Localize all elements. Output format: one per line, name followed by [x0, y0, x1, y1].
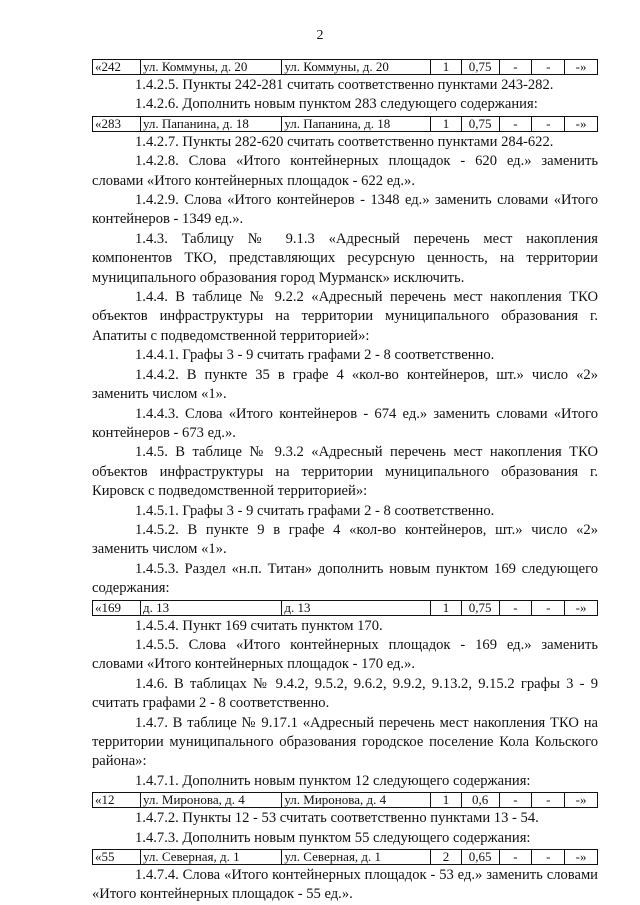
table-cell: -: [532, 116, 565, 131]
paragraph: 1.4.5.1. Графы 3 - 9 считать графами 2 - 8 соответственно.: [135, 502, 495, 519]
paragraph: 1.4.2.6. Дополнить новым пунктом 283 следующего содержания:: [135, 96, 538, 113]
paragraph: 1.4.4. В таблице № 9.2.2 «Адресный перечень мест накопления ТКО объектов инфраструктуры на территории муниципального образования г. Апатиты с подведомственной территорией»:: [92, 289, 598, 344]
paragraph: 1.4.7.1. Дополнить новым пунктом 12 следующего содержания:: [135, 772, 531, 789]
table-cell: -: [532, 793, 565, 808]
table-cell: ул. Коммуны, д. 20: [140, 60, 281, 75]
paragraph: 1.4.7.4. Слова «Итого контейнерных площадок - 53 ед.» заменить словами «Итого контейнерных площадок - 55 ед.».: [92, 867, 598, 903]
table-cell: «283: [93, 116, 141, 131]
table-cell: 0,65: [461, 850, 499, 865]
paragraph: 1.4.4.2. В пункте 35 в графе 4 «кол-во контейнеров, шт.» число «2» заменить числом «1».: [92, 366, 598, 403]
table-cell: 1: [431, 600, 461, 615]
paragraph: 1.4.7. В таблице № 9.17.1 «Адресный перечень мест накопления ТКО на территории муниципального образования городское поселение Кола Кольского района»:: [92, 714, 598, 770]
table-cell: -: [532, 850, 565, 865]
table-cell: -»: [565, 60, 598, 75]
paragraph: 1.4.7.2. Пункты 12 - 53 считать соответственно пунктами 13 - 54.: [135, 810, 539, 827]
table-cell: ул. Папанина, д. 18: [282, 116, 431, 131]
table-cell: ул. Коммуны, д. 20: [282, 60, 431, 75]
table-cell: «12: [93, 793, 141, 808]
table-cell: -: [499, 850, 532, 865]
table-cell: 0,75: [461, 600, 499, 615]
paragraph: 1.4.2.5. Пункты 242-281 считать соответственно пунктами 243-282.: [135, 77, 554, 93]
paragraph: 1.4.5.2. В пункте 9 в графе 4 «кол-во контейнеров, шт.» число «2» заменить числом «1».: [92, 521, 598, 558]
table-cell: ул. Северная, д. 1: [282, 850, 431, 865]
paragraph: 1.4.5.3. Раздел «н.п. Титан» дополнить новым пунктом 169 следующего содержания:: [92, 560, 598, 597]
table-row: [92, 116, 598, 132]
table-cell: 2: [431, 850, 461, 865]
table-cell: ул. Миронова, д. 4: [282, 793, 431, 808]
table-cell: д. 13: [282, 600, 431, 615]
table-row: [92, 792, 598, 808]
table-cell: -»: [565, 600, 598, 615]
paragraph: 1.4.6. В таблицах № 9.4.2, 9.5.2, 9.6.2, 9.9.2, 9.13.2, 9.15.2 графы 3 - 9 считать графами 2 - 8 соответственно.: [92, 675, 598, 712]
paragraph: 1.4.4.1. Графы 3 - 9 считать графами 2 - 8 соответственно.: [135, 347, 495, 364]
table-cell: д. 13: [140, 600, 281, 615]
table-cell: -»: [565, 116, 598, 131]
table-cell: -: [532, 600, 565, 615]
paragraph: 1.4.4.3. Слова «Итого контейнеров - 674 ед.» заменить словами «Итого контейнеров - 673 ед.».: [92, 405, 598, 441]
table-cell: «169: [93, 600, 141, 615]
table-cell: 1: [431, 60, 461, 75]
document-body: [92, 58, 598, 905]
table-row: [92, 600, 598, 616]
table-cell: 1: [431, 116, 461, 131]
paragraph: 1.4.5. В таблице № 9.3.2 «Адресный перечень мест накопления ТКО объектов инфраструктуры на территории муниципального образования г. Кировск с подведомственной территорией»:: [92, 444, 598, 500]
table-cell: -»: [565, 850, 598, 865]
paragraph: 1.4.3. Таблицу № 9.1.3 «Адресный перечень мест накопления компонентов ТКО, представляющих ресурсную ценность, на территории муниципального образования город Мурманск» исключить.: [92, 230, 598, 286]
table-cell: 0,6: [461, 793, 499, 808]
table-row: [92, 849, 598, 865]
table-cell: -: [499, 116, 532, 131]
paragraph: 1.4.2.8. Слова «Итого контейнерных площадок - 620 ед.» заменить словами «Итого контейнерных площадок - 622 ед.».: [92, 153, 598, 189]
table-cell: «242: [93, 60, 141, 75]
paragraph: 1.4.7.3. Дополнить новым пунктом 55 следующего содержания:: [135, 829, 531, 846]
paragraph: 1.4.5.4. Пункт 169 считать пунктом 170.: [135, 617, 383, 634]
table-cell: ул. Миронова, д. 4: [140, 793, 281, 808]
table-cell: 0,75: [461, 116, 499, 131]
table-cell: 0,75: [461, 60, 499, 75]
table-cell: -: [499, 60, 532, 75]
paragraph: 1.4.2.7. Пункты 282-620 считать соответственно пунктами 284-622.: [135, 133, 554, 150]
table-cell: 1: [431, 793, 461, 808]
table-cell: -: [499, 600, 532, 615]
table-cell: «55: [93, 850, 141, 865]
paragraph: 1.4.5.5. Слова «Итого контейнерных площадок - 169 ед.» заменить словами «Итого контейнерных площадок - 170 ед.».: [92, 636, 598, 673]
table-cell: -: [499, 793, 532, 808]
table-cell: ул. Папанина, д. 18: [140, 116, 281, 131]
paragraph: 1.4.2.9. Слова «Итого контейнеров - 1348 ед.» заменить словами «Итого контейнеров - 1349 ед.».: [92, 192, 598, 228]
table-cell: -»: [565, 793, 598, 808]
table-row: [92, 59, 598, 75]
page-number: 2: [316, 28, 324, 43]
table-cell: -: [532, 60, 565, 75]
table-cell: ул. Северная, д. 1: [140, 850, 281, 865]
